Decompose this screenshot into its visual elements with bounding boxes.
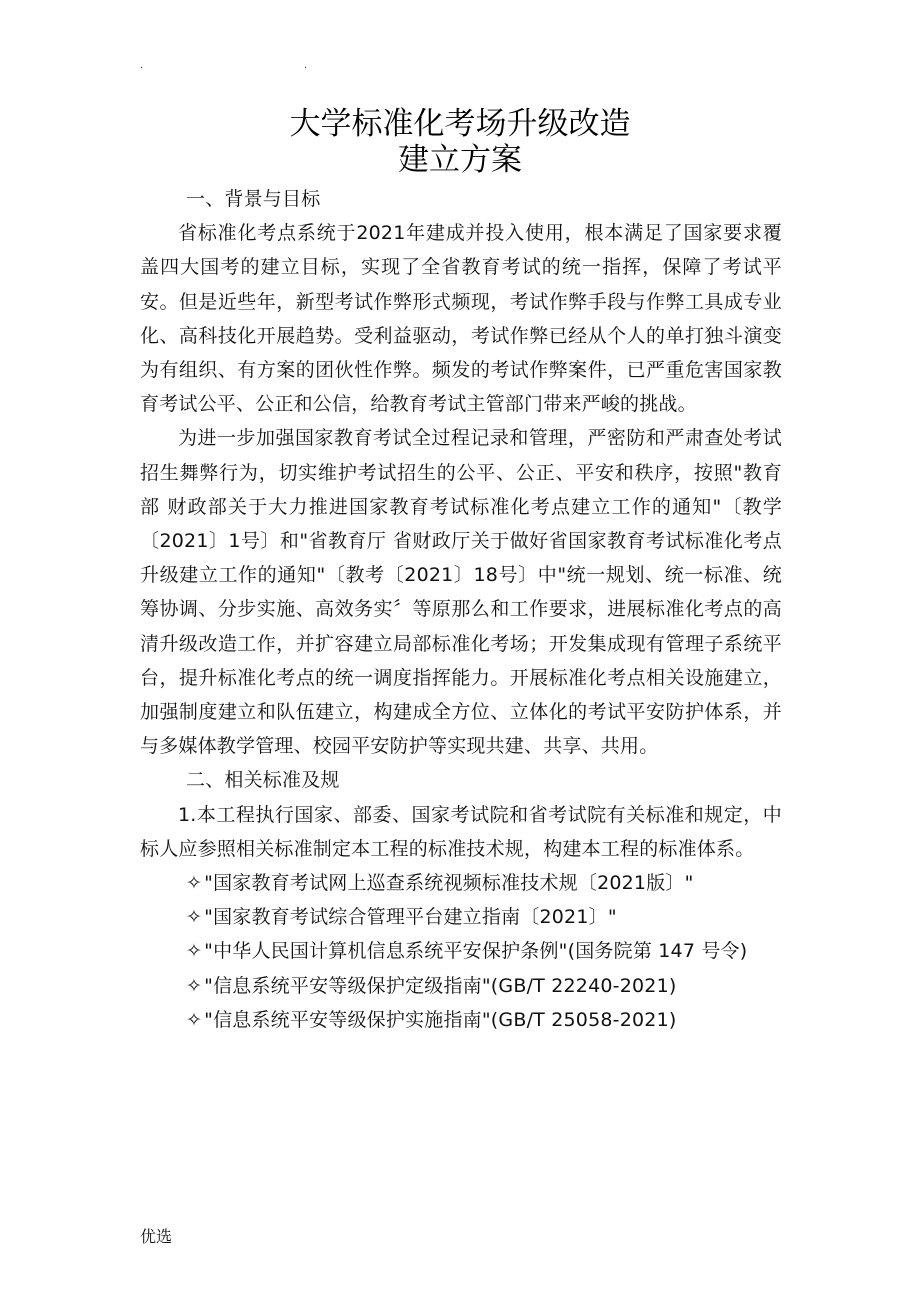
standard-item [140,969,782,1003]
header-mark-right: . [304,60,308,71]
standard-item-text: "中华人民国计算机信息系统平安保护条例"(国务院第 147 号令) [204,940,748,963]
sparkle-bullet-icon: ✧ [186,1008,203,1031]
document-title [140,106,780,178]
sparkle-bullet-icon: ✧ [186,974,203,997]
standard-item-text: "信息系统平安等级保护实施指南"(GB/T 25058-2021) [204,1008,677,1031]
sparkle-bullet-icon: ✧ [186,906,203,929]
paragraph-purpose: 为进一步加强国家教育考试全过程记录和管理，严密防和严肃查处考试招生舞弊行为，切实维护考试招生的公平、公正、平安和秩序，按照"教育部 财政部关于大力推进国家教育考试标准化考点建立工作的通知"〔教学〔2021〕1号〕和"省教育厅 省财政厅关于做好省国家教育考试标准化考点升级建立工作的通知"〔教考〔2021〕18号〕中"统一规划、统一标准、统筹协调、分步实施、高效务实〞等原那么和工作要求，进展标准化考点的高清升级改造工作，并扩容建立局部标准化考场；开发集成现有管理子系统平台，提升标准化考点的统一调度指挥能力。开展标准化考点相关设施建立，加强制度建立和队伍建立，构建成全方位、立体化的考试平安防护体系，并与多媒体教学管理、校园平安防护等实现共建、共享、共用。 [140,427,782,758]
sparkle-bullet-icon: ✧ [186,940,203,963]
standard-item-text: "国家教育考试综合管理平台建立指南〔2021〕" [204,906,617,929]
standard-item [140,1003,782,1037]
header-mark-left: . [140,60,144,71]
paragraph-standards-intro: 1.本工程执行国家、部委、国家考试院和省考试院有关标准和规定，中标人应参照相关标准制定本工程的标准技术规，构建本工程的标准体系。 [140,803,782,860]
page-footer-label: 优选 [140,1227,173,1246]
standard-item [140,866,782,900]
document-body [140,182,782,1037]
sparkle-bullet-icon: ✧ [186,872,203,895]
standard-item [140,934,782,968]
title-line-2: 建立方案 [398,142,522,178]
title-line-1: 大学标准化考场升级改造 [289,106,631,142]
standard-item [140,900,782,934]
section-heading-standards: 二、相关标准及规 [186,769,340,792]
header-marks [140,60,320,76]
section-heading-background: 一、背景与目标 [186,188,321,210]
paragraph-background: 省标准化考点系统于2021年建成并投入使用，根本满足了国家要求覆盖四大国考的建立目标，实现了全省教育考试的统一指挥，保障了考试平安。但是近些年，新型考试作弊形式频现，考试作弊手段与作弊工具成专业化、高科技化开展趋势。受利益驱动，考试作弊已经从个人的单打独斗演变为有组织、有方案的团伙性作弊。频发的考试作弊案件，已严重危害国家教育考试公平、公正和公信，给教育考试主管部门带来严峻的挑战。 [140,222,782,416]
standard-item-text: "信息系统平安等级保护定级指南"(GB/T 22240-2021) [204,974,677,997]
standard-item-text: "国家教育考试网上巡查系统视频标准技术规〔2021版〕" [204,872,694,895]
